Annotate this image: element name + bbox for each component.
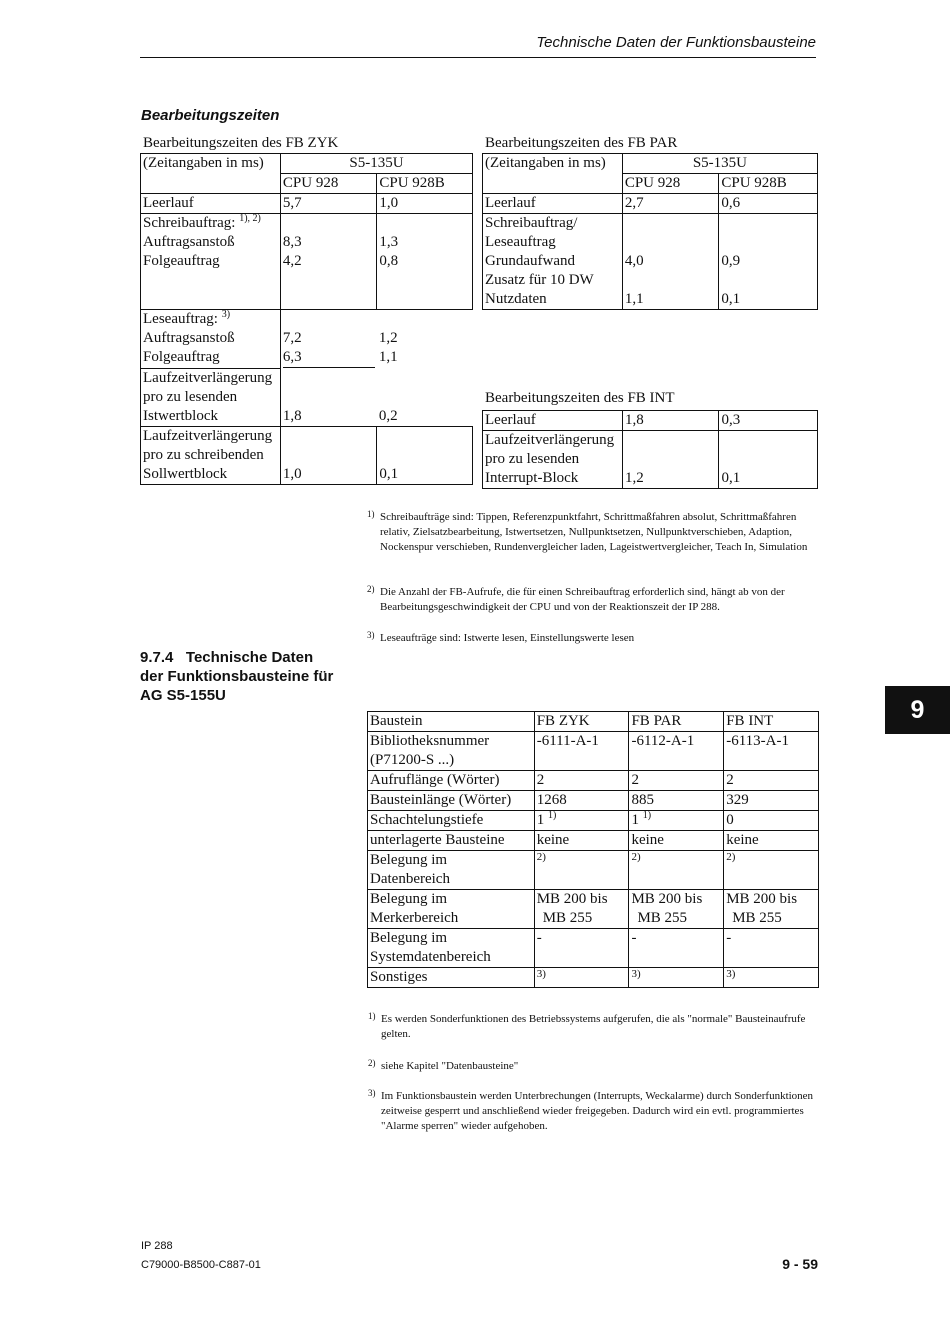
zyk-lz-soll-l3: Sollwertblock: [143, 465, 228, 482]
par-rw-cell: [483, 214, 623, 310]
fb-aufruf-int: 2: [724, 771, 819, 791]
zyk-schreib-anstoss-v2: 1,3: [379, 234, 399, 250]
fb-header-int: FB INT: [724, 712, 819, 732]
zyk-lz-soll-l1: Laufzeitverlängerung: [143, 427, 273, 444]
footnote-3: [367, 630, 820, 646]
zyk-lz-ist-cell: [141, 368, 281, 426]
table-row: [483, 214, 818, 310]
zyk-lese-folge-v2: 1,1: [378, 349, 398, 365]
zyk-schreib-folge-v2: 0,8: [379, 253, 399, 269]
fb-merker-v2: MB 255: [542, 910, 593, 926]
fb-merker-zyk: [534, 890, 629, 929]
fb-merker-par: [629, 890, 724, 929]
zyk-lz-ist-l1: Laufzeitverlängerung: [143, 369, 273, 386]
par-units: (Zeitangaben in ms): [483, 154, 623, 194]
zyk-lese-v2-cell: [377, 310, 473, 369]
zyk-leerlauf-label: Leerlauf: [141, 194, 281, 214]
int-lz-l3: Interrupt-Block: [485, 470, 579, 486]
footnote-mark: 1), 2): [239, 213, 261, 224]
footnote-mark: 2): [368, 1058, 376, 1068]
chapter-tab-marker: 9: [885, 686, 950, 734]
fb-biblio-l1: Bibliotheksnummer: [370, 733, 490, 749]
fb-merker-v2: MB 255: [732, 910, 782, 926]
zyk-lese-cell: [141, 310, 281, 369]
fb-header-par: FB PAR: [629, 712, 724, 732]
footnote-text: Es werden Sonderfunktionen des Betriebssystems aufgerufen, die als "normale" Bausteinaufrufe gelten.: [381, 1013, 806, 1040]
footnote-mark: 1): [368, 1011, 376, 1021]
section-title-line2: der Funktionsbausteine für: [140, 668, 334, 685]
footnote-5: [368, 1058, 821, 1074]
par-grund-label: Grundaufwand: [485, 253, 575, 269]
fb-data-table: [367, 711, 819, 988]
zyk-schreib-v1-cell: [280, 214, 376, 310]
zyk-leerlauf-v1: 5,7: [280, 194, 376, 214]
zyk-lz-soll-v2: 0,1: [377, 426, 473, 484]
zyk-schreib-label: Schreibauftrag:: [143, 215, 236, 231]
par-r1: Schreibauftrag/: [485, 215, 578, 231]
fb-schacht-zyk-cell: [534, 811, 629, 831]
fb-header-zyk: FB ZYK: [534, 712, 629, 732]
table-row: [368, 712, 819, 732]
footnote-text: Die Anzahl der FB-Aufrufe, die für einen Schreibauftrag erforderlich sind, hängt ab von der Bearbeitungsgeschwindigkeit der CPU und von der Reaktionszeit der IP 288.: [380, 586, 785, 613]
zyk-leerlauf-v2: 1,0: [377, 194, 473, 214]
fb-unterlagert-label: unterlagerte Bausteine: [368, 831, 535, 851]
zyk-cpu1: CPU 928: [280, 174, 376, 194]
subsection-title: Bearbeitungszeiten: [141, 107, 280, 124]
fb-unterlagert-int: keine: [724, 831, 819, 851]
footnote-mark: 3): [368, 1088, 376, 1098]
int-leerlauf-v1: 1,8: [622, 411, 719, 431]
zyk-plc: S5-135U: [280, 154, 472, 174]
table-row: [141, 426, 473, 484]
section-number: 9.7.4: [140, 649, 174, 666]
int-lz-l2: pro zu lesenden: [485, 451, 580, 467]
fb-merker-v2: MB 255: [637, 910, 688, 926]
footnote-mark: 3): [367, 630, 375, 640]
zyk-lese-v1-cell: [280, 310, 376, 369]
fb-biblio-par: -6112-A-1: [629, 732, 724, 771]
zyk-lz-ist-v1: 1,8: [282, 407, 302, 424]
fb-system-label: [368, 929, 535, 968]
fb-merker-int: [724, 890, 819, 929]
table-row: [483, 431, 818, 489]
fb-header-baustein: Baustein: [368, 712, 535, 732]
fb-aufruf-par: 2: [629, 771, 724, 791]
par-plc: S5-135U: [622, 154, 817, 174]
fb-schacht-par-cell: [629, 811, 724, 831]
zyk-lese-folge-label: Folgeauftrag: [143, 349, 220, 365]
fb-daten-label: [368, 851, 535, 890]
fb-system-zyk: -: [534, 929, 629, 968]
par-leerlauf-label: Leerlauf: [483, 194, 623, 214]
fb-sonstiges-label: Sonstiges: [368, 968, 535, 988]
table-row: [368, 732, 819, 771]
zyk-units: (Zeitangaben in ms): [141, 154, 281, 194]
header-rule: [140, 57, 816, 58]
zyk-caption: Bearbeitungszeiten des FB ZYK: [143, 135, 339, 151]
par-nutz-v2: 0,1: [721, 291, 741, 307]
fb-biblio-l2: (P71200-S ...): [370, 752, 455, 768]
table-row: [483, 194, 818, 214]
page-number: 9 - 59: [782, 1256, 818, 1272]
par-rw-v1-cell: [622, 214, 719, 310]
par-nutz-label: Nutzdaten: [485, 291, 547, 307]
int-leerlauf-label: Leerlauf: [483, 411, 623, 431]
table-row: [368, 831, 819, 851]
footnote-mark: 1): [367, 509, 375, 519]
int-lz-l1: Laufzeitverlängerung: [485, 432, 615, 448]
fb-sonstiges-par: 3): [629, 968, 724, 988]
footnote-4: [368, 1011, 821, 1042]
footnote-1: [367, 509, 820, 555]
par-grund-v1: 4,0: [624, 253, 644, 269]
zyk-lz-ist-v2: 0,2: [378, 407, 398, 424]
table-row: [368, 771, 819, 791]
table-row: [483, 154, 818, 174]
footnote-mark: 1): [642, 810, 652, 821]
table-row: [368, 811, 819, 831]
fb-system-l2: Systemdatenbereich: [370, 949, 491, 965]
par-caption: Bearbeitungszeiten des FB PAR: [485, 135, 678, 151]
zyk-lese-folge-v1: 6,3: [283, 348, 375, 368]
fb-schacht-label: Schachtelungstiefe: [368, 811, 535, 831]
fb-aufruf-zyk: 2: [534, 771, 629, 791]
fb-laenge-label: Bausteinlänge (Wörter): [368, 791, 535, 811]
zyk-table: [140, 153, 473, 485]
zyk-schreib-folge-label: Folgeauftrag: [143, 253, 220, 269]
fb-system-l1: Belegung im: [370, 930, 448, 946]
table-row: [368, 851, 819, 890]
running-header: Technische Daten der Funktionsbausteine: [536, 34, 816, 51]
fb-merker-label: [368, 890, 535, 929]
fb-daten-l2: Datenbereich: [370, 871, 450, 887]
fb-system-int: -: [724, 929, 819, 968]
fb-laenge-par: 885: [629, 791, 724, 811]
footnote-mark: 1): [547, 810, 557, 821]
zyk-lz-soll-cell: [141, 426, 281, 484]
zyk-lz-soll-v1: 1,0: [280, 426, 376, 484]
par-leerlauf-v1: 2,7: [622, 194, 719, 214]
zyk-schreib-anstoss-v1: 8,3: [282, 234, 302, 250]
zyk-schreib-v2-cell: [377, 214, 473, 310]
fb-merker-v1: MB 200 bis: [536, 891, 608, 907]
footer-product: IP 288: [141, 1240, 173, 1252]
fb-merker-v1: MB 200 bis: [631, 891, 703, 907]
table-row: [368, 929, 819, 968]
footnote-text: Im Funktionsbaustein werden Unterbrechungen (Interrupts, Weckalarme) durch Sonderfunktionen zeitweise gesperrt und anschließend wieder freigegeben. Dadurch wird ein evtl. programmiertes "Alarme sperren" wieder aufgehoben.: [381, 1090, 814, 1132]
fb-laenge-zyk: 1268: [534, 791, 629, 811]
table-row: [141, 214, 473, 310]
zyk-schreib-anstoss-label: Auftragsanstoß: [143, 234, 235, 250]
fb-merker-l1: Belegung im: [370, 891, 448, 907]
fb-aufruf-label: Aufruflänge (Wörter): [368, 771, 535, 791]
fb-merker-l2: Merkerbereich: [370, 910, 459, 926]
int-table: [482, 410, 818, 489]
table-row: [141, 194, 473, 214]
fb-biblio-int: -6113-A-1: [724, 732, 819, 771]
footnote-text: siehe Kapitel "Datenbausteine": [381, 1060, 519, 1072]
fb-sonstiges-int: 3): [724, 968, 819, 988]
fb-daten-zyk: 2): [534, 851, 629, 890]
zyk-lese-label: Leseauftrag:: [143, 311, 218, 327]
zyk-lese-anstoss-label: Auftragsanstoß: [143, 330, 235, 346]
table-row: [368, 890, 819, 929]
table-row: [368, 968, 819, 988]
int-lz-cell: [483, 431, 623, 489]
footnote-text: Leseaufträge sind: Istwerte lesen, Einstellungswerte lesen: [380, 632, 635, 644]
par-r2: Leseauftrag: [485, 234, 556, 250]
par-cpu2: CPU 928B: [719, 174, 818, 194]
footnote-mark: 2): [367, 584, 375, 594]
fb-sonstiges-zyk: 3): [534, 968, 629, 988]
fb-system-par: -: [629, 929, 724, 968]
footnote-mark: 3): [221, 309, 231, 320]
zyk-lz-soll-l2: pro zu schreibenden: [143, 446, 264, 463]
int-caption: Bearbeitungszeiten des FB INT: [485, 390, 675, 406]
int-lz-v2: 0,1: [719, 431, 818, 489]
zyk-schreib-cell: [141, 214, 281, 310]
footnote-6: [368, 1088, 821, 1134]
zyk-lese-anstoss-v2: 1,2: [378, 330, 398, 346]
table-row: [141, 154, 473, 174]
fb-biblio-zyk: -6111-A-1: [534, 732, 629, 771]
footer-doc-number: C79000-B8500-C887-01: [141, 1259, 261, 1271]
fb-schacht-int: 0: [724, 811, 819, 831]
fb-schacht-par: 1: [631, 812, 639, 828]
par-grund-v2: 0,9: [721, 253, 741, 269]
zyk-lz-ist-l3: Istwertblock: [143, 407, 218, 424]
fb-schacht-zyk: 1: [536, 812, 545, 828]
fb-laenge-int: 329: [724, 791, 819, 811]
section-title-line1: Technische Daten: [185, 649, 314, 666]
fb-unterlagert-zyk: keine: [534, 831, 629, 851]
zyk-lz-ist-l2: pro zu lesenden: [143, 388, 238, 405]
int-lz-v1: 1,2: [622, 431, 719, 489]
fb-unterlagert-par: keine: [629, 831, 724, 851]
par-leerlauf-v2: 0,6: [719, 194, 818, 214]
table-row: [483, 411, 818, 431]
table-row: [141, 368, 473, 426]
fb-biblio-label: [368, 732, 535, 771]
table-row: [368, 791, 819, 811]
par-table: [482, 153, 818, 310]
par-r4: Zusatz für 10 DW: [485, 272, 594, 288]
footnote-2: [367, 584, 820, 615]
section-title-line3: AG S5-155U: [140, 687, 226, 704]
fb-daten-par: 2): [629, 851, 724, 890]
fb-daten-int: 2): [724, 851, 819, 890]
int-leerlauf-v2: 0,3: [719, 411, 818, 431]
fb-merker-v1: MB 200 bis: [726, 891, 798, 907]
footnote-text: Schreibaufträge sind: Tippen, Referenzpunktfahrt, Schrittmaßfahren absolut, Schrittmaßfahren relativ, Zielsatzbearbeitung, Istwertsetzen, Nullpunktsetzen, Nullpunktverschieben, Adaption, Nockenspur verschieben, Rundenvergleicher laden, Lageistwertvergleicher, Teach In, Simulation: [380, 511, 808, 553]
section-heading: [140, 648, 333, 705]
zyk-lese-anstoss-v1: 7,2: [282, 330, 302, 346]
par-nutz-v1: 1,1: [624, 291, 644, 307]
par-rw-v2-cell: [719, 214, 818, 310]
table-row: [141, 310, 473, 369]
zyk-cpu2: CPU 928B: [377, 174, 473, 194]
par-cpu1: CPU 928: [622, 174, 719, 194]
zyk-schreib-folge-v1: 4,2: [282, 253, 302, 269]
fb-daten-l1: Belegung im: [370, 852, 448, 868]
